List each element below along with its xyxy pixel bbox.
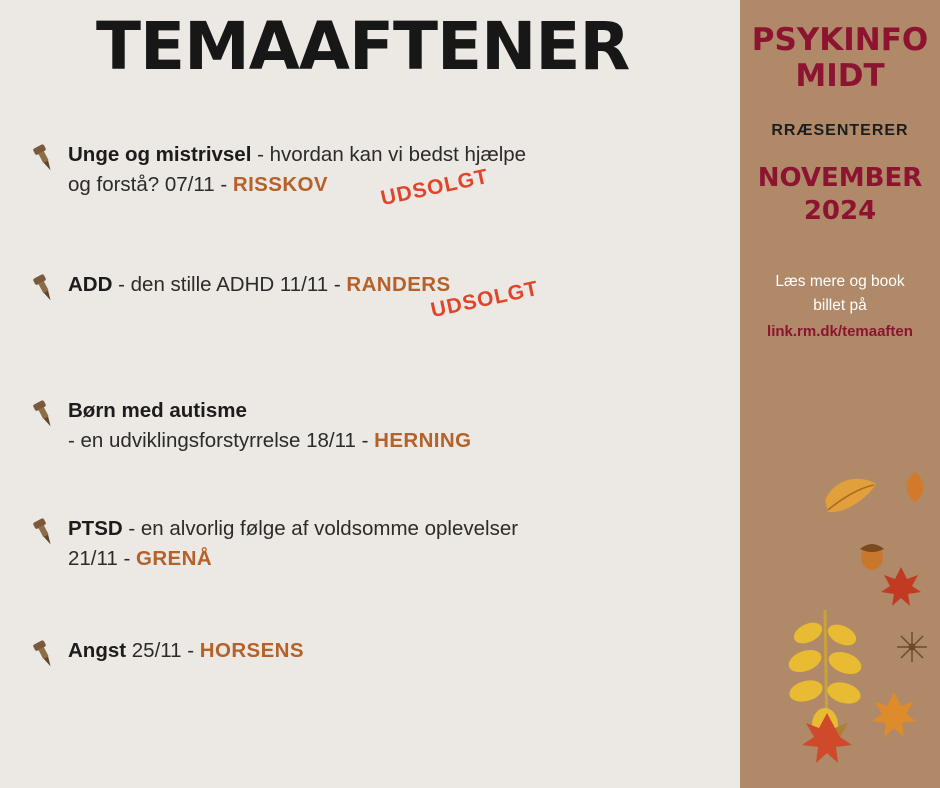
list-item[interactable] <box>0 140 740 211</box>
pushpin-icon <box>28 272 60 304</box>
year-label: 2024 <box>803 196 877 226</box>
list-item[interactable] <box>0 514 740 574</box>
booking-url[interactable]: link.rm.dk/temaaften <box>767 323 913 340</box>
spacer <box>0 474 740 514</box>
event-title: PTSD <box>68 517 123 540</box>
brand-logo <box>740 22 940 94</box>
booking-line-1: Læs mere og book <box>775 273 905 290</box>
status-badge: UDSOLGT <box>378 164 491 211</box>
event-text <box>68 396 730 456</box>
spacer <box>0 348 740 396</box>
pushpin-icon <box>28 142 60 174</box>
month-label: NOVEMBER <box>757 163 923 193</box>
event-desc-1: - hvordan kan vi bedst hjælpe <box>251 143 527 166</box>
event-desc-1: - en alvorlig følge af voldsomme oplevelser <box>122 517 519 540</box>
booking-info <box>740 270 940 344</box>
list-item[interactable] <box>0 636 740 696</box>
pushpin-icon <box>28 638 60 670</box>
event-title: Unge og mistrivsel <box>68 143 252 166</box>
event-desc-2: 21/11 - <box>68 547 136 570</box>
date-block <box>740 162 940 228</box>
event-city: RANDERS <box>346 273 451 296</box>
event-city: HERNING <box>374 429 472 452</box>
event-title: ADD <box>68 273 113 296</box>
page-title: TEMAAFTENER <box>96 8 630 85</box>
spacer <box>0 218 740 270</box>
event-city: GRENÅ <box>136 547 213 570</box>
event-desc-2: - en udviklingsforstyrrelse 18/11 - <box>68 429 375 452</box>
event-title: Børn med autisme <box>68 399 247 422</box>
maple-leaf-icon <box>870 690 918 740</box>
event-desc-1: - den stille ADHD 11/11 - <box>112 273 347 296</box>
event-title: Angst <box>68 639 127 662</box>
pushpin-icon <box>28 398 60 430</box>
sidebar <box>740 0 940 788</box>
maple-leaf-icon <box>800 710 854 766</box>
event-text <box>68 514 730 574</box>
list-item[interactable] <box>0 396 740 456</box>
event-text <box>68 636 730 666</box>
pushpin-icon <box>28 516 60 548</box>
spacer <box>0 592 740 636</box>
booking-line-2: billet på <box>813 297 867 314</box>
list-item[interactable] <box>0 270 740 330</box>
maple-leaf-icon <box>880 565 922 609</box>
status-badge: UDSOLGT <box>428 276 541 323</box>
leaf-icon <box>900 470 930 504</box>
event-text <box>68 270 730 300</box>
event-desc-1: 25/11 - <box>126 639 200 662</box>
leaf-icon <box>820 470 880 518</box>
brand-line-1: PSYKINFO <box>751 22 929 58</box>
event-city: RISSKOV <box>232 173 328 196</box>
presents-label: RRÆSENTERER <box>771 122 909 139</box>
spider-icon <box>895 630 929 664</box>
event-city: HORSENS <box>199 639 304 662</box>
event-desc-2: og forstå? 07/11 - <box>68 173 233 196</box>
event-list <box>0 140 740 714</box>
brand-line-2: MIDT <box>795 58 885 94</box>
